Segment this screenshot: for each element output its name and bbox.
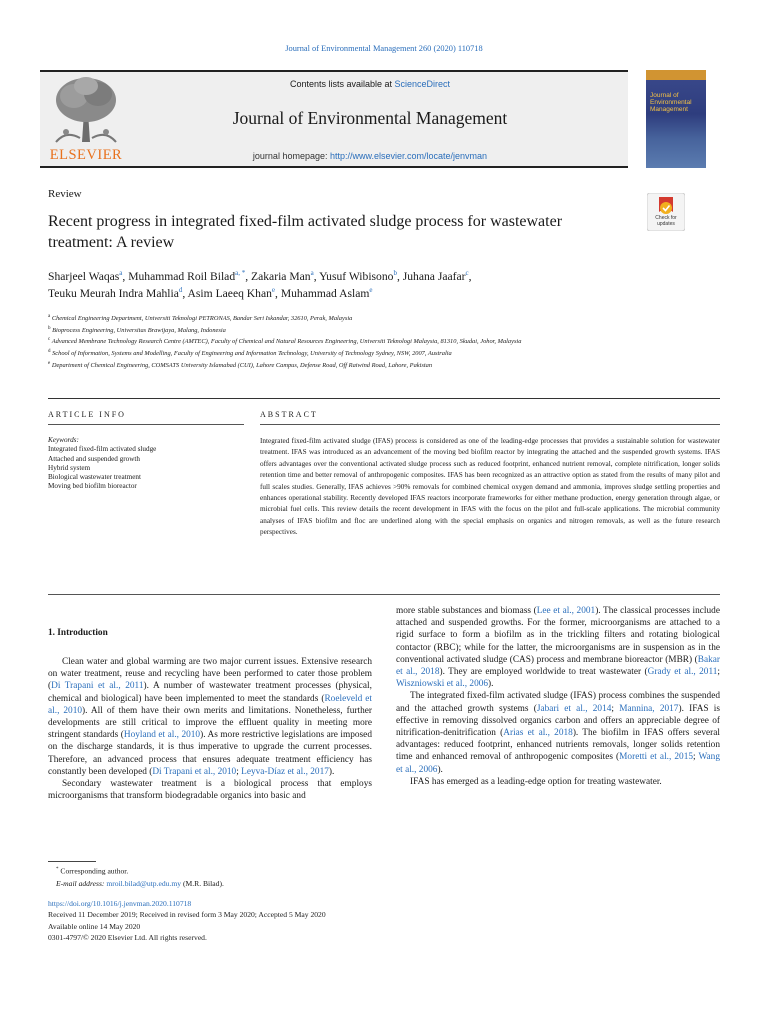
- journal-cover-image[interactable]: [646, 70, 706, 168]
- cover-top-band: [646, 70, 706, 80]
- article-title: Recent progress in integrated fixed-film activated sludge process for wastewater treatment: A review: [48, 213, 563, 251]
- affiliation-c: $^c$ Advanced Membrane Technology Research Centre (AMTEC), Faculty of Chemical and Natural Resources Engineering, Universiti Teknologi Malaysia, 81310, Skudai, Johor, Malaysia: [48, 337, 522, 346]
- author-5[interactable]: Teuku Meurah Indra Mahlia$^d$,: [48, 286, 188, 300]
- paragraph: The integrated fixed-film activated sludge (IFAS) process combines the suspended and the attached growth systems (Jabari et al., 2014; Mannina, 2017). IFAS is effective in removing dissolved organics carbon and offers an appreciable degree of nitrification-denitrification (Arias et al., 2018). The biofilm in IFAS offers several advantages: reduced footprint, enhanced nutrients removals, longer solids retention time and enhanced removal of anthropogenic composites (Moretti et al., 2015; Wang et al., 2006).: [396, 691, 720, 775]
- author-affiliation-mark[interactable]: e: [271, 286, 276, 295]
- keyword: Hybrid system: [48, 463, 91, 472]
- author-2[interactable]: Zakaria Man$^a$,: [251, 269, 320, 283]
- affiliations: [48, 312, 728, 370]
- homepage-label: journal homepage:: [252, 151, 330, 161]
- paragraph: IFAS has emerged as a leading-edge option for treating wastewater.: [410, 776, 662, 787]
- keywords-block: [48, 436, 243, 492]
- section-heading-introduction: 1. Introduction: [48, 628, 108, 638]
- citation-link[interactable]: Hoyland et al., 2010: [123, 730, 201, 741]
- author-affiliation-mark[interactable]: a, *: [235, 269, 246, 278]
- author-0[interactable]: Sharjeel Waqas$^a$,: [48, 269, 129, 283]
- article-type: Review: [48, 188, 82, 200]
- citation-link[interactable]: Wang et al., 2006: [396, 752, 720, 775]
- received-dates: Received 11 December 2019; Received in revised form 3 May 2020; Accepted 5 May 2020: [48, 910, 326, 920]
- paragraph: Secondary wastewater treatment is a biological process that employs microorganisms that transform biodegradable organics into basic and: [48, 779, 372, 802]
- keyword: Biological wastewater treatment: [48, 473, 142, 482]
- author-affiliation-mark[interactable]: a: [310, 269, 314, 278]
- citation-link[interactable]: Wiszniowski et al., 2006: [396, 679, 489, 690]
- section-divider: [48, 398, 720, 399]
- citation-link[interactable]: Mannina, 2017: [619, 703, 679, 714]
- paragraph: Clean water and global warming are two major current issues. Extensive research on water treatment, reuse and recycling have been performed to cater those problem (Di Trapani et al., 2011). A number of wastewater treatment processes (physical, chemical and biological) have been implemented to meet the standards (Roeleveld et al., 2010). All of them have their own merits and limitations. Nonetheless, further developments are still critical to improve the effluent quality in meeting more stringent standards (Hoyland et al., 2010). As more restrictive legislations are imposed on the discharge standards, it is thus imperative to upgrade the current processes. Therefore, an advanced process that ensures adequate treatment efficiency has constantly been developed (Di Trapani et al., 2010; Leyva-Díaz et al., 2017).: [48, 657, 372, 777]
- tree-emblem-icon: [46, 72, 126, 144]
- citation-link[interactable]: Roeleveld et al., 2010: [48, 693, 372, 716]
- elsevier-logo[interactable]: [46, 72, 126, 166]
- paragraph: more stable substances and biomass (Lee et al., 2001). The classical processes include attached and suspended growths. For the former, microorganisms are attached to a rigid surface to form a biofilm as in the trickling filters and rotating biological contactor (RBC); while for the latter, the microorganisms are in suspension as in the conventional activated sludge (CAS) process and membrane bioreactor (MBR) (Bakar et al., 2018). They are employed worldwide to treat wastewater (Grady et al., 2011; Wiszniowski et al., 2006).: [396, 606, 721, 690]
- keyword: Attached and suspended growth: [48, 454, 141, 463]
- citation-link[interactable]: Lee et al., 2001: [536, 606, 596, 616]
- running-header[interactable]: Journal of Environmental Management 260 (2020) 110718: [285, 44, 483, 53]
- article-info-rule: [48, 424, 244, 425]
- citation-link[interactable]: Jabari et al., 2014: [536, 703, 612, 714]
- abstract-heading: ABSTRACT: [260, 410, 318, 419]
- body-column-right: [396, 605, 720, 788]
- cover-title: Journal of Environmental Management: [650, 92, 692, 113]
- citation-link[interactable]: Leyva-Díaz et al., 2017: [241, 766, 329, 777]
- keywords-title: Keywords:: [48, 436, 79, 444]
- publisher-wordmark: ELSEVIER: [49, 147, 123, 163]
- abstract-rule: [260, 424, 720, 425]
- homepage-link[interactable]: http://www.elsevier.com/locate/jenvman: [329, 151, 488, 161]
- sciencedirect-link[interactable]: ScienceDirect: [394, 79, 451, 89]
- citation-link[interactable]: Bakar et al., 2018: [396, 654, 720, 678]
- affiliation-d: $^d$ School of Information, Systems and Modelling, Faculty of Engineering and Information Technology, University of Technology Sydney, NSW, 2007, Australia: [48, 348, 452, 357]
- citation-link[interactable]: Moretti et al., 2015: [619, 752, 694, 763]
- email-link[interactable]: mroil.bilad@utp.edu.my: [106, 878, 182, 888]
- journal-homepage: [150, 151, 590, 161]
- author-7[interactable]: Muhammad Aslam$^e$: [280, 286, 373, 300]
- crossmark-label: Check for updates: [655, 215, 677, 227]
- email-note: E-mail address: mroil.bilad@utp.edu.my (M.R. Bilad).: [56, 878, 224, 888]
- footnotes: [56, 864, 376, 890]
- author-1[interactable]: Muhammad Roil Bilad$^{a, *}$,: [128, 269, 252, 283]
- publication-info: [48, 898, 548, 944]
- available-online: Available online 14 May 2020: [48, 921, 141, 931]
- author-6[interactable]: Asim Laeeq Khan$^e$,: [187, 286, 281, 300]
- article-info-heading: ARTICLE INFO: [48, 410, 126, 419]
- check-for-updates-button[interactable]: [647, 193, 685, 231]
- author-affiliation-mark[interactable]: b: [393, 269, 397, 278]
- footnote-rule: [48, 861, 96, 862]
- author-affiliation-mark[interactable]: e: [369, 286, 373, 295]
- body-column-left: [48, 656, 372, 802]
- author-4[interactable]: Juhana Jaafar$^c$,: [402, 269, 472, 283]
- author-affiliation-mark[interactable]: a: [119, 269, 123, 278]
- affiliation-a: $^a$ Chemical Engineering Department, Universiti Teknologi PETRONAS, Bandar Seri Iskandar, 32610, Perak, Malaysia: [48, 314, 353, 323]
- author-3[interactable]: Yusuf Wibisono$^b$,: [319, 269, 403, 283]
- keyword: Moving bed biofilm bioreactor: [48, 482, 137, 491]
- abstract-bottom-rule: [48, 594, 720, 595]
- copyright: 0301-4797/© 2020 Elsevier Ltd. All rights reserved.: [48, 933, 207, 943]
- corresponding-author-note: * Corresponding author.: [56, 866, 129, 876]
- author-affiliation-mark[interactable]: d: [178, 286, 183, 295]
- journal-title: Journal of Environmental Management: [232, 108, 508, 128]
- author-affiliation-mark[interactable]: c: [465, 269, 469, 278]
- contents-prefix: Contents lists available at: [289, 79, 395, 89]
- citation-link[interactable]: Di Trapani et al., 2011: [51, 681, 144, 692]
- citation-link[interactable]: Grady et al., 2011: [647, 667, 718, 678]
- asterisk-mark: *: [56, 867, 59, 872]
- keyword: Integrated fixed-film activated sludge: [48, 445, 157, 454]
- citation-link[interactable]: Di Trapani et al., 2010: [152, 766, 237, 777]
- affiliation-e: $^e$ Department of Chemical Engineering, COMSATS University Islamabad (CUI), Lahore Campus, Defense Road, Off Raiwind Road, Lahore, Pakistan: [48, 360, 433, 369]
- author-list: [48, 268, 708, 302]
- affiliation-b: $^b$ Bioprocess Engineering, Universitas Brawijaya, Malang, Indonesia: [48, 325, 226, 334]
- abstract-text: Integrated fixed-film activated sludge (IFAS) process is considered as one of the leading-edge processes that provides a sustainable solution for wastewater treatment. IFAS was introduced as an advancement of the moving bed biofilm reactor by integrating the attached and the suspended growth systems. IFAS offers advantages over the conventional activated sludge process such as reduced footprint, enhanced nutrient removal, complete nitrification, longer solids retention time and better removal of anthropogenic composites. IFAS has been recognized as an attractive option as stated from the results of many pilot and full scales studies. Generally, IFAS achieves >90% removals for combined chemical oxygen demand and ammonia, improves sludge settling properties and enhances operational stability. Recently developed IFAS reactors incorporate frameworks for either methane production, energy generation through algae, or microbial fuel cells. This review details the recent development in IFAS with the focus on the pilot and full-scale applications. The microbial community analyses of IFAS biofilm and floc are underlined along with the special emphasis on organics and nitrogen removals, as well as the future research perspectives.: [260, 437, 720, 537]
- doi-link[interactable]: https://doi.org/10.1016/j.jenvman.2020.110718: [48, 899, 192, 908]
- citation-link[interactable]: Arias et al., 2018: [503, 728, 573, 739]
- contents-availability: [180, 79, 560, 89]
